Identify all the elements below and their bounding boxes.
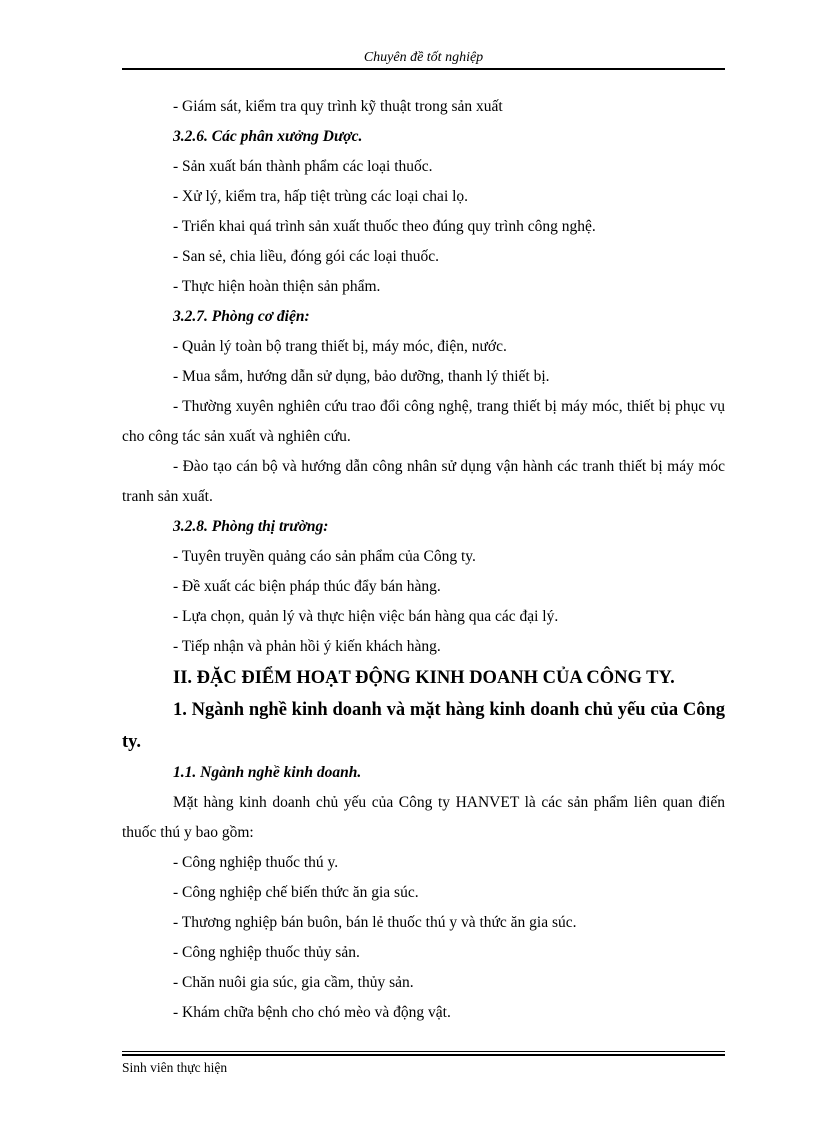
bullet-line: - Khám chữa bệnh cho chó mèo và động vật. — [173, 1004, 451, 1021]
bullet-line: - Quản lý toàn bộ trang thiết bị, máy móc, điện, nước. — [173, 338, 507, 355]
bullet-line: - Công nghiệp thuốc thú y. — [173, 854, 339, 871]
bullet-line: - Đề xuất các biện pháp thúc đẩy bán hàng. — [173, 578, 441, 595]
bullet-paragraph: - Thường xuyên nghiên cứu trao đổi công nghệ, trang thiết bị máy móc, thiết bị phục vụ cho công tác sản xuất và nghiên cứu. — [122, 398, 725, 445]
body-paragraph: Mặt hàng kinh doanh chủ yếu của Công ty HANVET là các sản phẩm liên quan điến thuốc thú y bao gồm: — [122, 794, 725, 841]
bullet-line: - Thực hiện hoàn thiện sản phẩm. — [173, 278, 381, 295]
footer-divider-thick — [122, 1054, 725, 1056]
page-footer-text: Sinh viên thực hiện — [122, 1060, 228, 1075]
bullet-line: - Mua sắm, hướng dẫn sử dụng, bảo dưỡng, thanh lý thiết bị. — [173, 368, 550, 385]
bullet-paragraph: - Đào tạo cán bộ và hướng dẫn công nhân sử dụng vận hành các tranh thiết bị máy móc tranh sản xuất. — [122, 458, 725, 505]
bullet-line: - Tuyên truyền quảng cáo sản phẩm của Công ty. — [173, 548, 476, 565]
section-heading: 1. Ngành nghề kinh doanh và mặt hàng kinh doanh chủ yếu của Công ty. — [122, 700, 725, 752]
bullet-line: - Công nghiệp chế biến thức ăn gia súc. — [173, 884, 419, 901]
bullet-line: - San sẻ, chia liều, đóng gói các loại thuốc. — [173, 248, 440, 265]
page-header-title: Chuyên đề tốt nghiệp — [363, 50, 484, 65]
chapter-heading: II. ĐẶC ĐIỂM HOẠT ĐỘNG KINH DOANH CỦA CÔNG TY. — [173, 668, 675, 688]
subsection-heading-3-2-8: 3.2.8. Phòng thị trường: — [173, 518, 329, 535]
header-divider — [122, 68, 725, 70]
bullet-line: - Giám sát, kiểm tra quy trình kỹ thuật trong sản xuất — [173, 98, 503, 115]
footer-divider-thin — [122, 1051, 725, 1052]
subsection-heading-3-2-6: 3.2.6. Các phân xưởng Dược. — [173, 128, 363, 145]
bullet-line: - Xử lý, kiểm tra, hấp tiệt trùng các loại chai lọ. — [173, 188, 469, 205]
bullet-line: - Tiếp nhận và phản hồi ý kiến khách hàng. — [173, 638, 441, 655]
bullet-line: - Thương nghiệp bán buôn, bán lẻ thuốc thú y và thức ăn gia súc. — [173, 914, 577, 931]
bullet-line: - Triển khai quá trình sản xuất thuốc theo đúng quy trình công nghệ. — [173, 218, 596, 235]
subsection-heading-3-2-7: 3.2.7. Phòng cơ điện: — [173, 308, 310, 325]
subsection-heading-1-1: 1.1. Ngành nghề kinh doanh. — [173, 764, 362, 781]
bullet-line: - Sản xuất bán thành phẩm các loại thuốc. — [173, 158, 433, 175]
bullet-line: - Công nghiệp thuốc thủy sản. — [173, 944, 360, 961]
bullet-line: - Lựa chọn, quản lý và thực hiện việc bán hàng qua các đại lý. — [173, 608, 559, 625]
bullet-line: - Chăn nuôi gia súc, gia cầm, thủy sản. — [173, 974, 414, 991]
document-body — [122, 92, 725, 1028]
